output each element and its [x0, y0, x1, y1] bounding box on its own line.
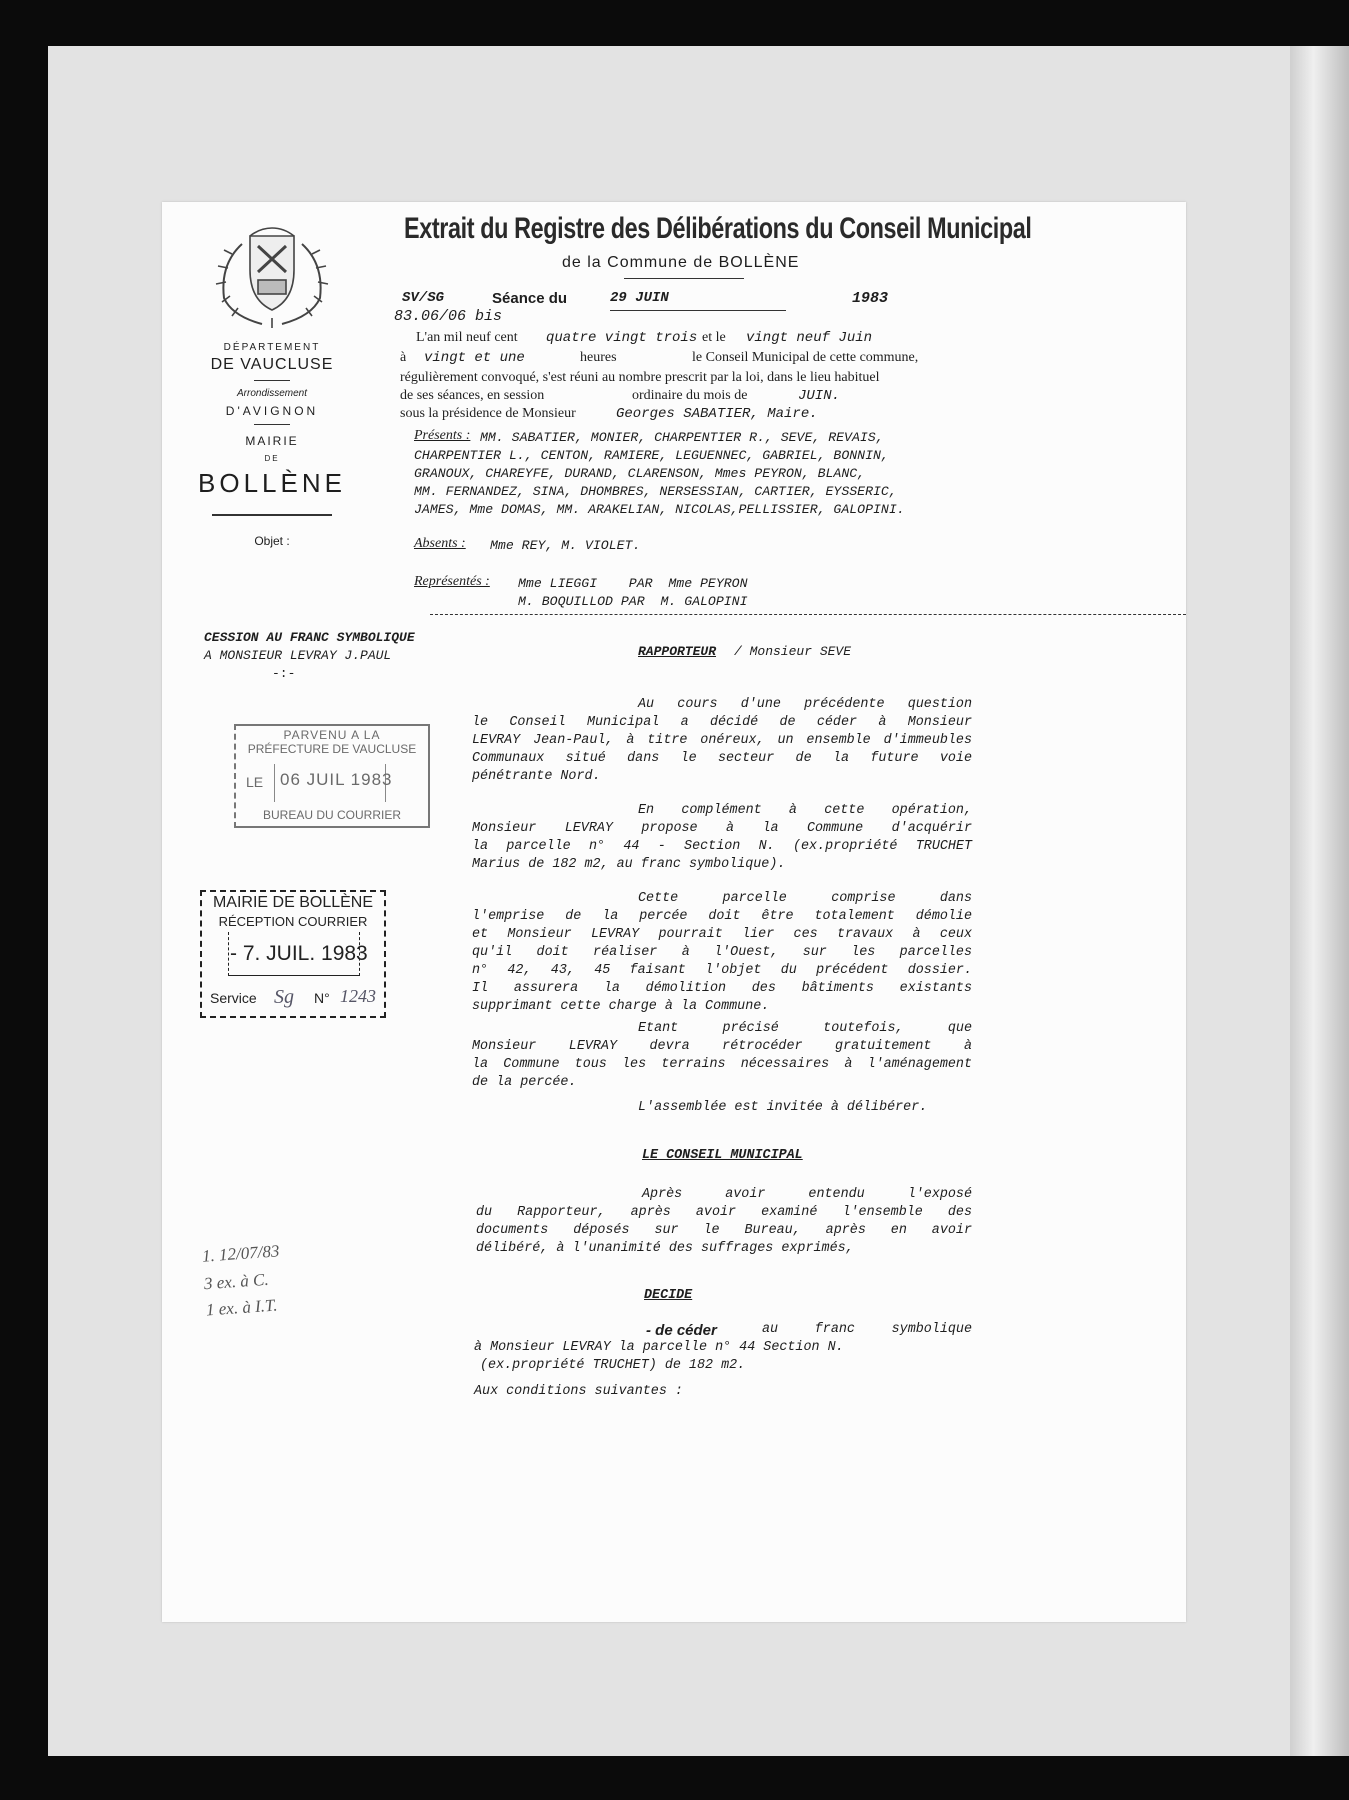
stamp-le: LE — [246, 774, 264, 790]
rapporteur-value: / Monsieur SEVE — [734, 644, 852, 659]
objet-line: CESSION AU FRANC SYMBOLIQUE — [204, 630, 415, 645]
divider — [624, 278, 744, 279]
absents-value: Mme REY, M. VIOLET. — [490, 538, 641, 553]
text-line: documents déposés sur le Bureau, après en avoir — [476, 1223, 972, 1238]
representes-label: Représentés : — [414, 574, 490, 589]
arrondissement-label: Arrondissement — [236, 388, 308, 399]
stamp-no-value: 1243 — [340, 986, 376, 1006]
text-line: Communaux situé dans le secteur de la future voie — [472, 751, 972, 766]
presents-line: MM. FERNANDEZ, SINA, DHOMBRES, NERSESSIAN, CARTIER, EYSSERIC, — [414, 484, 897, 499]
text-line: le Conseil Municipal a décidé de céder à Monsieur — [472, 715, 972, 730]
text-line: Au cours d'une précédente question — [638, 697, 972, 712]
paragraph-4 — [472, 1020, 972, 1092]
text-line: Etant précisé toutefois, que — [638, 1021, 972, 1036]
commune-name: BOLLÈNE — [198, 468, 346, 498]
presents-line: CHARPENTIER L., CENTON, RAMIERE, LEGUENNEC, GABRIEL, BONNIN, — [414, 448, 889, 463]
stamp-text: PRÉFECTURE DE VAUCLUSE — [247, 742, 417, 756]
decide-heading: DECIDE — [644, 1288, 693, 1303]
preamble-l1b: quatre vingt trois — [546, 330, 698, 346]
text-line: Après avoir entendu l'exposé — [642, 1187, 972, 1202]
stamp-no-label: N° — [314, 990, 330, 1006]
handwritten-note: 3 ex. à C. — [203, 1269, 270, 1294]
stamp-text: PARVENU A LA — [283, 728, 381, 742]
text-line: au franc symbolique — [762, 1322, 972, 1337]
mairie-label: MAIRIE — [245, 434, 299, 448]
preamble-l4b: ordinaire du mois de — [632, 388, 748, 403]
preamble-l4c: JUIN. — [798, 388, 841, 404]
paragraph-3 — [472, 890, 972, 1016]
text-line: du Rapporteur, après avoir examiné l'ensemble des — [476, 1205, 972, 1220]
text-line: supprimant cette charge à la Commune. — [472, 999, 770, 1014]
preamble-l3: régulièrement convoqué, s'est réuni au nombre prescrit par la loi, dans le lieu habituel — [400, 370, 880, 385]
seance-year: 1983 — [852, 290, 889, 307]
paragraph-5: L'assemblée est invitée à délibérer. — [638, 1100, 928, 1115]
paragraph-1 — [472, 696, 972, 786]
divider — [212, 514, 332, 516]
objet-label: Objet : — [254, 534, 290, 548]
text-line: et Monsieur LEVRAY pourrait lier ces travaux à ceux — [472, 927, 972, 942]
divider — [610, 310, 786, 311]
text-line: Cette parcelle comprise dans — [638, 891, 972, 906]
text-line: qu'il doit réaliser à l'Ouest, sur les parcelles — [472, 945, 972, 960]
divider — [254, 424, 290, 425]
seance-ref: SV/SG — [402, 290, 445, 306]
page-title: Extrait du Registre des Délibérations du Conseil Municipal — [404, 212, 1032, 245]
decide-l1b — [762, 1322, 972, 1337]
conseil-paragraph — [476, 1186, 972, 1258]
departement-label: DÉPARTEMENT — [223, 342, 321, 353]
text-line: Marius de 182 m2, au franc symbolique). — [472, 857, 786, 872]
text-line: Monsieur LEVRAY propose à la Commune d'acquérir — [472, 821, 972, 836]
text-line: Il assurera la démolition des bâtiments existants — [472, 981, 972, 996]
preamble-l4a: de ses séances, en session — [400, 388, 545, 403]
representes-line: Mme LIEGGI PAR Mme PEYRON — [518, 576, 748, 591]
stamp-service-label: Service — [210, 990, 257, 1006]
stamp-text: MAIRIE DE BOLLÈNE — [212, 894, 374, 911]
objet-line: -:- — [272, 666, 296, 681]
conseil-heading: LE CONSEIL MUNICIPAL — [642, 1148, 803, 1163]
preamble-l2a: à — [400, 350, 407, 365]
departement: DE VAUCLUSE — [210, 356, 334, 373]
de-label: DE — [264, 454, 280, 463]
text-line: Monsieur LEVRAY devra rétrocéder gratuitement à — [472, 1039, 972, 1054]
preamble-l1d: vingt neuf Juin — [746, 330, 873, 346]
decide-l1a: - de céder — [646, 1322, 717, 1339]
stamp-service-value: Sg — [274, 986, 294, 1008]
text-line: de la percée. — [472, 1075, 577, 1090]
mairie-stamp — [200, 890, 386, 1018]
stamp-date: 06 JUIL 1983 — [280, 770, 393, 789]
presents-line: MM. SABATIER, MONIER, CHARPENTIER R., SEVE, REVAIS, — [480, 430, 884, 445]
preamble-l2b: vingt et une — [424, 350, 525, 366]
rapporteur-label: RAPPORTEUR — [638, 644, 717, 659]
text-line: l'emprise de la percée doit être totalement démolie — [472, 909, 972, 924]
preamble-l1c: et le — [702, 330, 726, 345]
decide-l2: à Monsieur LEVRAY la parcelle n° 44 Section N. — [474, 1340, 844, 1355]
preamble-l5a: sous la présidence de Monsieur — [400, 406, 576, 421]
arrondissement: D'AVIGNON — [225, 404, 319, 418]
absents-label: Absents : — [414, 536, 466, 551]
handwritten-note: 1. 12/07/83 — [201, 1241, 280, 1266]
preamble-l2d: le Conseil Municipal de cette commune, — [692, 350, 919, 365]
preamble-l2c: heures — [580, 350, 617, 365]
text-line: En complément à cette opération, — [638, 803, 972, 818]
text-line: pénétrante Nord. — [472, 769, 601, 784]
preamble-l1a: L'an mil neuf cent — [416, 330, 518, 345]
coat-of-arms-icon — [202, 224, 342, 332]
text-line: délibéré, à l'unanimité des suffrages exprimés, — [476, 1241, 854, 1256]
text-line: LEVRAY Jean-Paul, à titre onéreux, un ensemble d'immeubles — [472, 733, 972, 748]
decide-l3: (ex.propriété TRUCHET) de 182 m2. — [480, 1358, 746, 1373]
text-line: n° 42, 43, 45 faisant l'objet du précédent dossier. — [472, 963, 972, 978]
stamp-text: RÉCEPTION COURRIER — [218, 914, 368, 929]
presents-line: JAMES, Mme DOMAS, MM. ARAKELIAN, NICOLAS,PELLISSIER, GALOPINI. — [414, 502, 905, 517]
text-line: la parcelle n° 44 - Section N. (ex.propriété TRUCHET — [472, 839, 972, 854]
page-subtitle: de la Commune de BOLLÈNE — [562, 254, 800, 271]
stamp-date: - 7. JUIL. 1983 — [230, 942, 368, 965]
preamble-l5b: Georges SABATIER, Maire. — [616, 406, 818, 422]
handwritten-note: 1 ex. à I.T. — [205, 1295, 278, 1320]
prefecture-stamp — [234, 724, 430, 828]
divider — [254, 380, 290, 381]
objet-line: A MONSIEUR LEVRAY J.PAUL — [204, 648, 392, 663]
binder-edge — [1290, 46, 1349, 1756]
paragraph-2 — [472, 802, 972, 874]
stamp-text: BUREAU DU COURRIER — [262, 808, 401, 822]
separator-dashed — [430, 614, 1186, 615]
seance-number: 83.06/06 bis — [394, 308, 503, 325]
text-line: la Commune tous les terrains nécessaires à l'aménagement — [472, 1057, 972, 1072]
decide-l4: Aux conditions suivantes : — [474, 1384, 683, 1399]
document-page — [162, 202, 1186, 1622]
seance-label: Séance du — [492, 290, 568, 307]
representes-line: M. BOQUILLOD PAR M. GALOPINI — [518, 594, 748, 609]
presents-line: GRANOUX, CHAREYFE, DURAND, CLARENSON, Mmes PEYRON, BLANC, — [414, 466, 866, 481]
presents-label: Présents : — [414, 428, 471, 443]
seance-date: 29 JUIN — [610, 290, 669, 306]
